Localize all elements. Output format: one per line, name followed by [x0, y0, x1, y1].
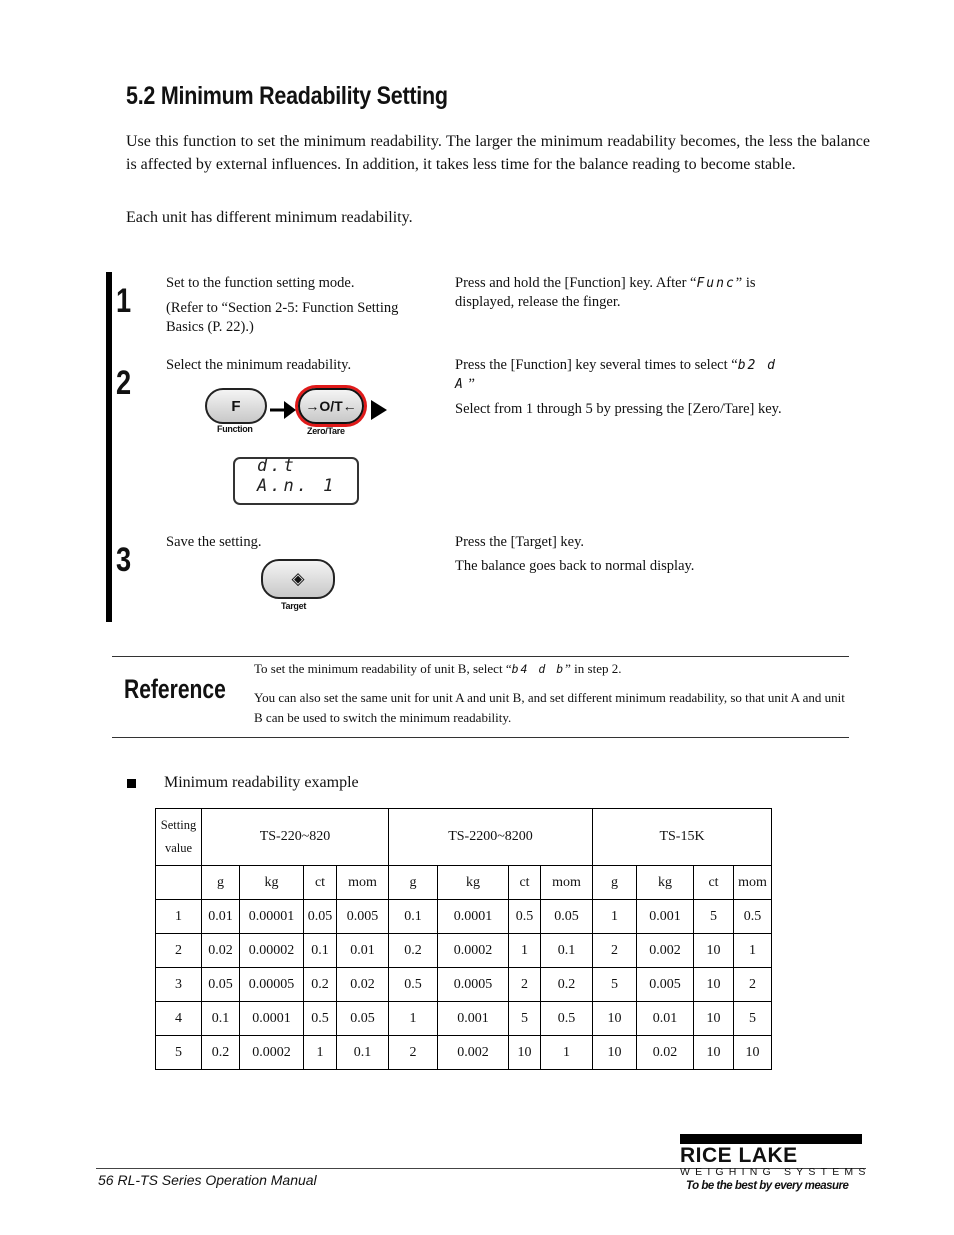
readability-cell: 0.1 [541, 934, 593, 968]
readability-cell: 10 [593, 1036, 637, 1070]
unit-header: ct [509, 866, 541, 900]
unit-header: mom [541, 866, 593, 900]
readability-cell: 0.5 [509, 900, 541, 934]
step-3-number: 3 [116, 541, 132, 579]
unit-header-row [156, 866, 772, 900]
unit-header: kg [438, 866, 509, 900]
unit-header: kg [240, 866, 304, 900]
step-2-instruction: Press the [Function] key several times to select “b2 d A ” [455, 357, 777, 392]
readability-cell: 1 [541, 1036, 593, 1070]
readability-cell: 0.5 [541, 1002, 593, 1036]
readability-cell: 0.0001 [438, 900, 509, 934]
target-key-label: Target [281, 601, 307, 611]
setting-value-cell: 4 [156, 1002, 202, 1036]
readability-cell: 2 [389, 1036, 438, 1070]
reference-top-rule [112, 656, 849, 657]
zero-tare-key-label: Zero/Tare [307, 426, 345, 436]
bullet-square-icon [127, 779, 136, 788]
table-row [156, 968, 772, 1002]
readability-cell: 5 [593, 968, 637, 1002]
readability-cell: 5 [509, 1002, 541, 1036]
readability-cell: 1 [509, 934, 541, 968]
function-key-label: Function [217, 424, 253, 434]
step-2-number: 2 [116, 364, 132, 402]
b4db-display-text: b4 d b [511, 662, 566, 676]
table-row [156, 1036, 772, 1070]
readability-cell: 1 [389, 1002, 438, 1036]
unit-header: kg [637, 866, 694, 900]
unit-header: g [389, 866, 438, 900]
readability-cell: 10 [734, 1036, 772, 1070]
reference-line-2: You can also set the same unit for unit A and unit B, and set different minimum readability, so that unit A and unit B can be used to switch the minimum readability. [254, 690, 845, 725]
setting-value-cell: 2 [156, 934, 202, 968]
unit-header: g [202, 866, 240, 900]
readability-cell: 10 [694, 1036, 734, 1070]
readability-cell: 10 [694, 934, 734, 968]
readability-cell: 10 [509, 1036, 541, 1070]
readability-cell: 0.005 [637, 968, 694, 1002]
readability-cell: 0.5 [389, 968, 438, 1002]
readability-cell: 10 [694, 1002, 734, 1036]
readability-cell: 0.0005 [438, 968, 509, 1002]
unit-header: mom [337, 866, 389, 900]
readability-cell: 0.02 [337, 968, 389, 1002]
unit-header [156, 866, 202, 900]
readability-cell: 0.002 [637, 934, 694, 968]
setting-value-cell: 5 [156, 1036, 202, 1070]
readability-cell: 0.2 [541, 968, 593, 1002]
logo-subtitle: WEIGHING SYSTEMS [680, 1166, 871, 1178]
readability-cell: 2 [734, 968, 772, 1002]
zero-tare-key-icon: →O/T← [298, 388, 364, 424]
readability-cell: 0.0002 [438, 934, 509, 968]
step-1-instruction: Press and hold the [Function] key. After “Func” is displayed, release the finger. [455, 275, 756, 310]
readability-cell: 10 [694, 968, 734, 1002]
readability-cell: 0.2 [389, 934, 438, 968]
readability-cell: 0.2 [202, 1036, 240, 1070]
readability-cell: 0.02 [637, 1036, 694, 1070]
readability-cell: 0.1 [304, 934, 337, 968]
setting-value-cell: 3 [156, 968, 202, 1002]
readability-cell: 0.05 [337, 1002, 389, 1036]
table-row [156, 1002, 772, 1036]
readability-cell: 0.2 [304, 968, 337, 1002]
step-2-instruction-2: Select from 1 through 5 by pressing the [Zero/Tare] key. [455, 401, 782, 417]
readability-cell: 0.5 [734, 900, 772, 934]
step-3-action: Save the setting. [166, 534, 262, 550]
readability-table [155, 808, 772, 1070]
step-1-note: (Refer to “Section 2-5: Function Setting Basics (P. 22).) [166, 300, 399, 335]
readability-cell: 0.1 [337, 1036, 389, 1070]
target-key-icon: ◈ [261, 559, 335, 599]
func-display-text: Func [696, 276, 736, 291]
setting-value-cell: 1 [156, 900, 202, 934]
readability-cell: 1 [304, 1036, 337, 1070]
table-header-row [156, 809, 772, 866]
lcd-display: d.t A.n. 1 [233, 457, 359, 505]
readability-cell: 0.05 [304, 900, 337, 934]
readability-cell: 5 [734, 1002, 772, 1036]
logo-bar [680, 1134, 862, 1144]
readability-cell: 0.1 [202, 1002, 240, 1036]
readability-cell: 0.001 [637, 900, 694, 934]
readability-cell: 0.00002 [240, 934, 304, 968]
readability-cell: 0.00001 [240, 900, 304, 934]
readability-cell: 2 [593, 934, 637, 968]
arrow-right-icon [270, 398, 298, 422]
corner-header: Setting value [156, 809, 202, 866]
unit-header: ct [304, 866, 337, 900]
b2da-display-text: b2 d A [455, 358, 777, 392]
readability-cell: 0.5 [304, 1002, 337, 1036]
intro-note: Each unit has different minimum readability. [126, 209, 413, 226]
readability-cell: 0.05 [541, 900, 593, 934]
step-2-action: Select the minimum readability. [166, 357, 352, 373]
readability-cell: 0.0002 [240, 1036, 304, 1070]
step-3-instruction: Press the [Target] key. [455, 534, 585, 550]
readability-cell: 0.05 [202, 968, 240, 1002]
readability-cell: 0.002 [438, 1036, 509, 1070]
steps-sidebar-bar [106, 272, 112, 622]
readability-cell: 0.01 [337, 934, 389, 968]
readability-cell: 0.00005 [240, 968, 304, 1002]
intro-paragraph: Use this function to set the minimum readability. The larger the minimum readability becomes, the less the balance is affected by external influences. In addition, it takes less time for the balance reading to become stable. [126, 133, 870, 173]
readability-cell: 0.1 [389, 900, 438, 934]
reference-bottom-rule [112, 737, 849, 738]
step-1-number: 1 [116, 282, 132, 320]
readability-cell: 5 [694, 900, 734, 934]
logo-name: RICE LAKE [680, 1144, 798, 1167]
readability-cell: 2 [509, 968, 541, 1002]
example-heading: Minimum readability example [164, 774, 359, 791]
table-row [156, 934, 772, 968]
step-1-action: Set to the function setting mode. [166, 275, 355, 291]
arrow-right-icon [367, 398, 391, 422]
readability-cell: 0.01 [637, 1002, 694, 1036]
model-header: TS-220~820 [202, 809, 389, 866]
step-3-instruction-2: The balance goes back to normal display. [455, 558, 695, 574]
model-header: TS-15K [593, 809, 772, 866]
readability-cell: 1 [593, 900, 637, 934]
footer-page-label: 56 RL-TS Series Operation Manual [98, 1172, 317, 1188]
function-key-icon: F [205, 388, 267, 424]
unit-header: g [593, 866, 637, 900]
reference-line-1: To set the minimum readability of unit B, select “b4 d b” in step 2. [254, 661, 622, 676]
unit-header: mom [734, 866, 772, 900]
rice-lake-logo [680, 1134, 871, 1196]
readability-cell: 0.0001 [240, 1002, 304, 1036]
readability-cell: 0.02 [202, 934, 240, 968]
readability-cell: 0.005 [337, 900, 389, 934]
logo-tagline: To be the best by every measure [686, 1180, 849, 1192]
section-title: 5.2 Minimum Readability Setting [126, 82, 448, 110]
readability-cell: 1 [734, 934, 772, 968]
reference-title: Reference [124, 674, 226, 704]
readability-cell: 0.001 [438, 1002, 509, 1036]
model-header: TS-2200~8200 [389, 809, 593, 866]
table-row [156, 900, 772, 934]
readability-cell: 10 [593, 1002, 637, 1036]
readability-cell: 0.01 [202, 900, 240, 934]
unit-header: ct [694, 866, 734, 900]
